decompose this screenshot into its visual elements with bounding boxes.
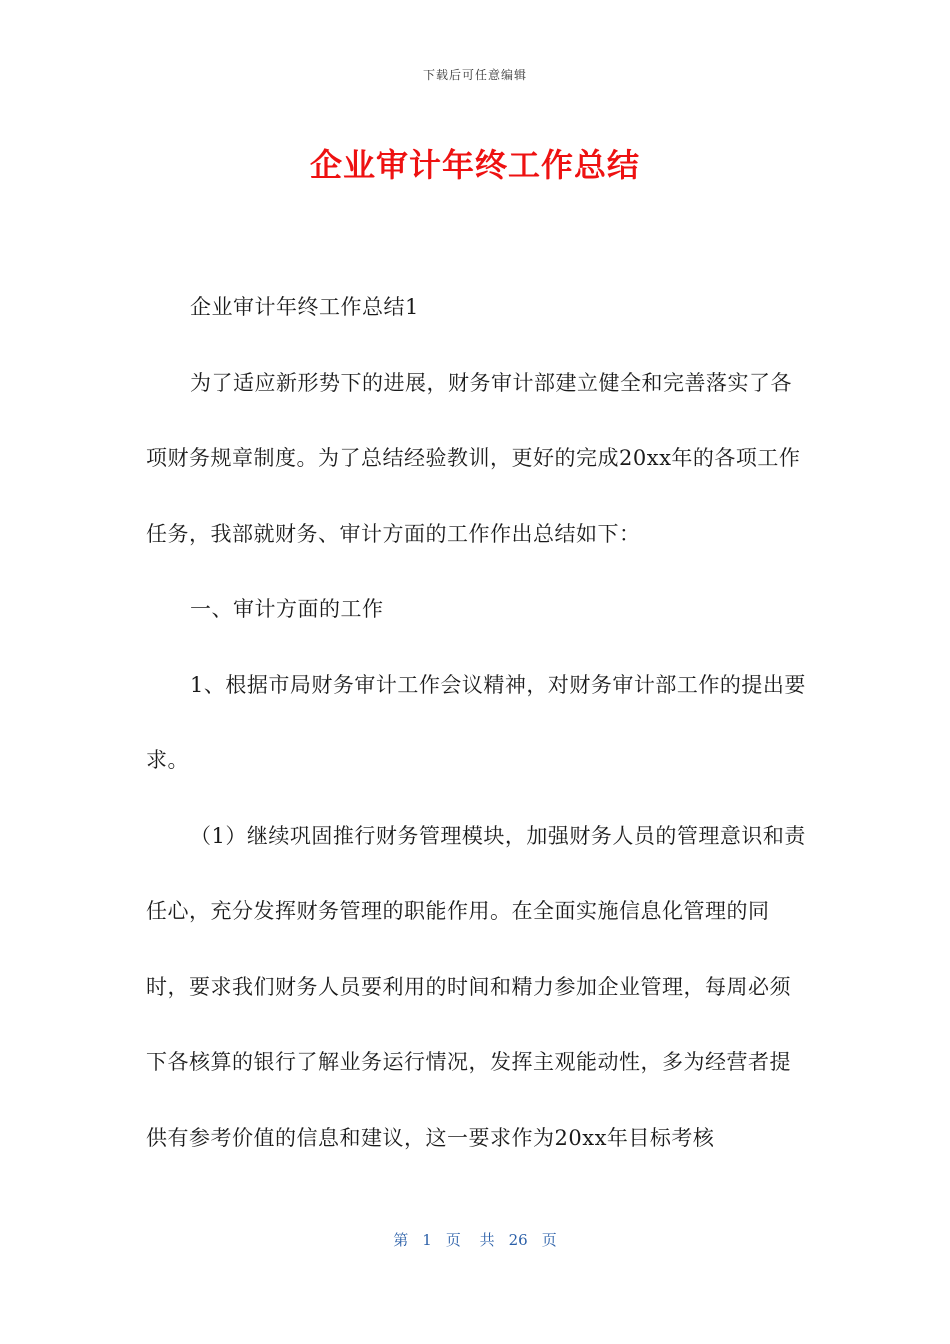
current-page-number: 1 (422, 1231, 432, 1249)
paragraph: 为了适应新形势下的进展，财务审计部建立健全和完善落实了各项财务规章制度。为了总结经验教训，更好的完成20xx年的各项工作任务，我部就财务、审计方面的工作作出总结如下： (146, 370, 801, 546)
total-pages-number: 26 (508, 1231, 528, 1249)
page-header: 下载后可任意编辑 (422, 68, 527, 82)
of-label: 页 共 (445, 1231, 495, 1249)
subsection-heading: 一、审计方面的工作 (190, 597, 384, 621)
page-suffix: 页 (541, 1231, 557, 1249)
page-footer (0, 1229, 950, 1250)
paragraph: 1、根据市局财务审计工作会议精神，对财务审计部工作的提出要求。 (146, 672, 806, 772)
paragraph: （1）继续巩固推行财务管理模块，加强财务人员的管理意识和责任心，充分发挥财务管理的职能作用。在全面实施信息化管理的同时，要求我们财务人员要利用的时间和精力参加企业管理，每周必须下各核算的银行了解业务运行情况，发挥主观能动性，多为经营者提供有参考价值的信息和建议，这一要求作为20xx年目标考核 (146, 823, 806, 1150)
document-body (146, 270, 806, 1176)
section-heading: 企业审计年终工作总结1 (190, 295, 419, 319)
document-title: 企业审计年终工作总结 (309, 146, 640, 184)
page-label: 第 (393, 1231, 409, 1249)
